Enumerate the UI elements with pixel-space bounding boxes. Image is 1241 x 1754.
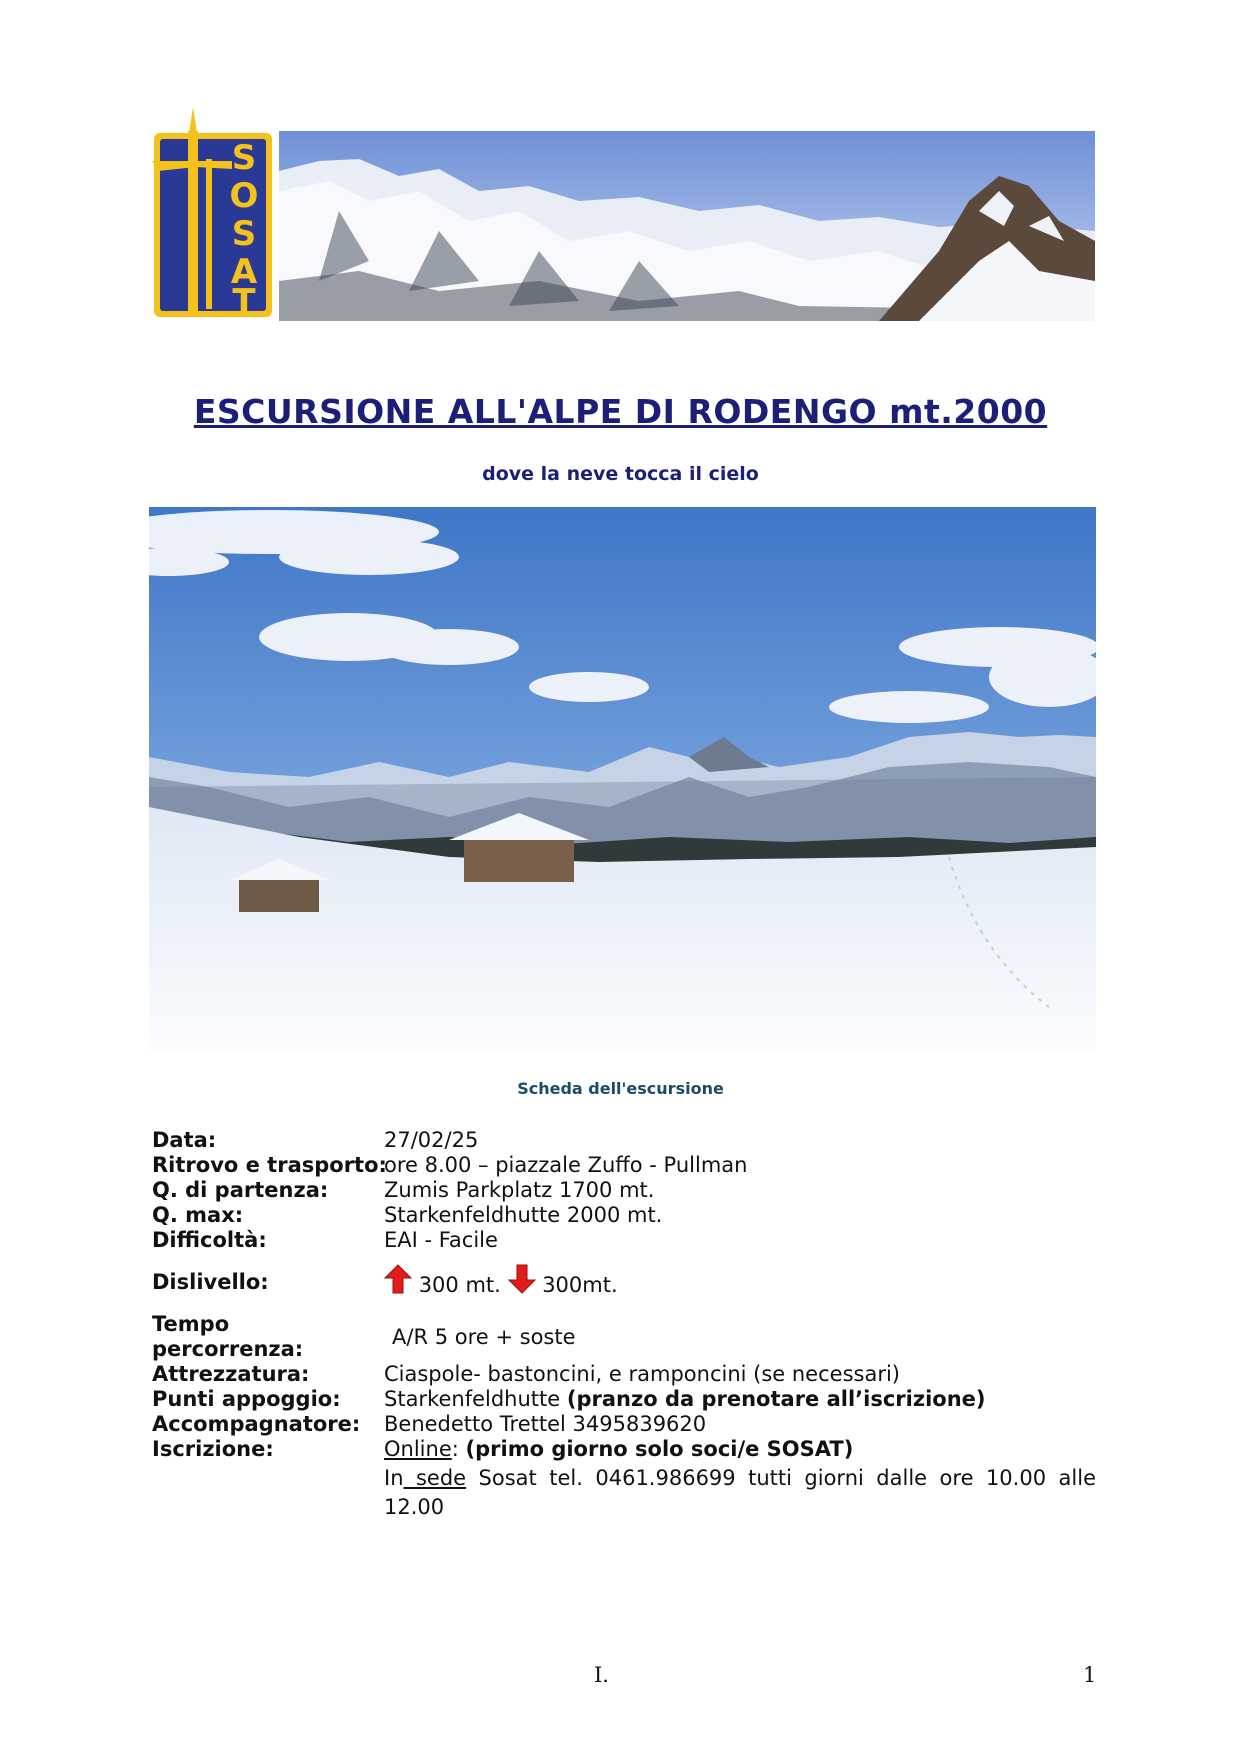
snowy-alpine-huts-photo xyxy=(149,507,1096,1050)
label-attrezzatura: Attrezzatura: xyxy=(152,1362,310,1386)
value-accompagnatore: Benedetto Trettel 3495839620 xyxy=(384,1412,707,1436)
label-data: Data: xyxy=(152,1128,217,1152)
value-max: Starkenfeldhutte 2000 mt. xyxy=(384,1203,663,1227)
page-subtitle: dove la neve tocca il cielo xyxy=(482,463,759,485)
label-accompagnatore: Accompagnatore: xyxy=(152,1412,361,1436)
label-tempo-line2: percorrenza: xyxy=(152,1337,304,1361)
iscrizione-colon: : xyxy=(451,1437,459,1461)
sede-text: Sosat tel. 0461.986699 tutti giorni dalle ore 10.00 alle 12.00 xyxy=(384,1466,1096,1519)
sede-prefix: In xyxy=(384,1466,404,1490)
online-link[interactable]: Online xyxy=(384,1437,452,1461)
label-max: Q. max: xyxy=(152,1203,244,1227)
value-difficolta: EAI - Facile xyxy=(384,1228,498,1252)
svg-text:A: A xyxy=(230,252,258,292)
value-tempo: A/R 5 ore + soste xyxy=(392,1325,576,1349)
svg-text:O: O xyxy=(229,176,259,216)
svg-text:T: T xyxy=(232,282,256,321)
label-partenza: Q. di partenza: xyxy=(152,1178,329,1202)
sosat-logo xyxy=(150,105,276,321)
arrow-down-icon xyxy=(508,1264,536,1294)
label-difficolta: Difficoltà: xyxy=(152,1228,267,1252)
label-iscrizione: Iscrizione: xyxy=(152,1437,274,1461)
sede-link[interactable]: sede xyxy=(403,1466,467,1490)
section-caption: Scheda dell'escursione xyxy=(517,1079,724,1098)
label-dislivello: Dislivello: xyxy=(152,1270,269,1294)
mountain-banner-image xyxy=(279,131,1095,321)
value-ritrovo: ore 8.00 – piazzale Zuffo - Pullman xyxy=(384,1153,748,1177)
sede-info xyxy=(384,1464,1096,1522)
value-data: 27/02/25 xyxy=(384,1128,479,1152)
value-appoggio xyxy=(384,1387,986,1412)
dislivello-down-value: 300mt. xyxy=(542,1273,618,1297)
appoggio-place: Starkenfeldhutte xyxy=(384,1387,561,1411)
value-iscrizione xyxy=(384,1437,853,1462)
page-number: 1 xyxy=(1083,1663,1097,1687)
dislivello-up-value: 300 mt. xyxy=(418,1273,501,1297)
appoggio-note: (pranzo da prenotare all’iscrizione) xyxy=(566,1387,986,1411)
label-appoggio: Punti appoggio: xyxy=(152,1387,341,1411)
arrow-up-icon xyxy=(384,1264,412,1294)
value-partenza: Zumis Parkplatz 1700 mt. xyxy=(384,1178,655,1202)
footer-center-mark: I. xyxy=(594,1663,609,1687)
svg-text:S: S xyxy=(231,214,257,254)
svg-text:S: S xyxy=(231,138,257,178)
label-tempo-line1: Tempo xyxy=(152,1312,230,1336)
label-ritrovo: Ritrovo e trasporto: xyxy=(152,1153,387,1177)
value-attrezzatura: Ciaspole- bastoncini, e ramponcini (se necessari) xyxy=(384,1362,900,1386)
value-dislivello xyxy=(384,1264,618,1298)
page-title: ESCURSIONE ALL'ALPE DI RODENGO mt.2000 xyxy=(193,392,1048,431)
iscrizione-note: (primo giorno solo soci/e SOSAT) xyxy=(465,1437,854,1461)
